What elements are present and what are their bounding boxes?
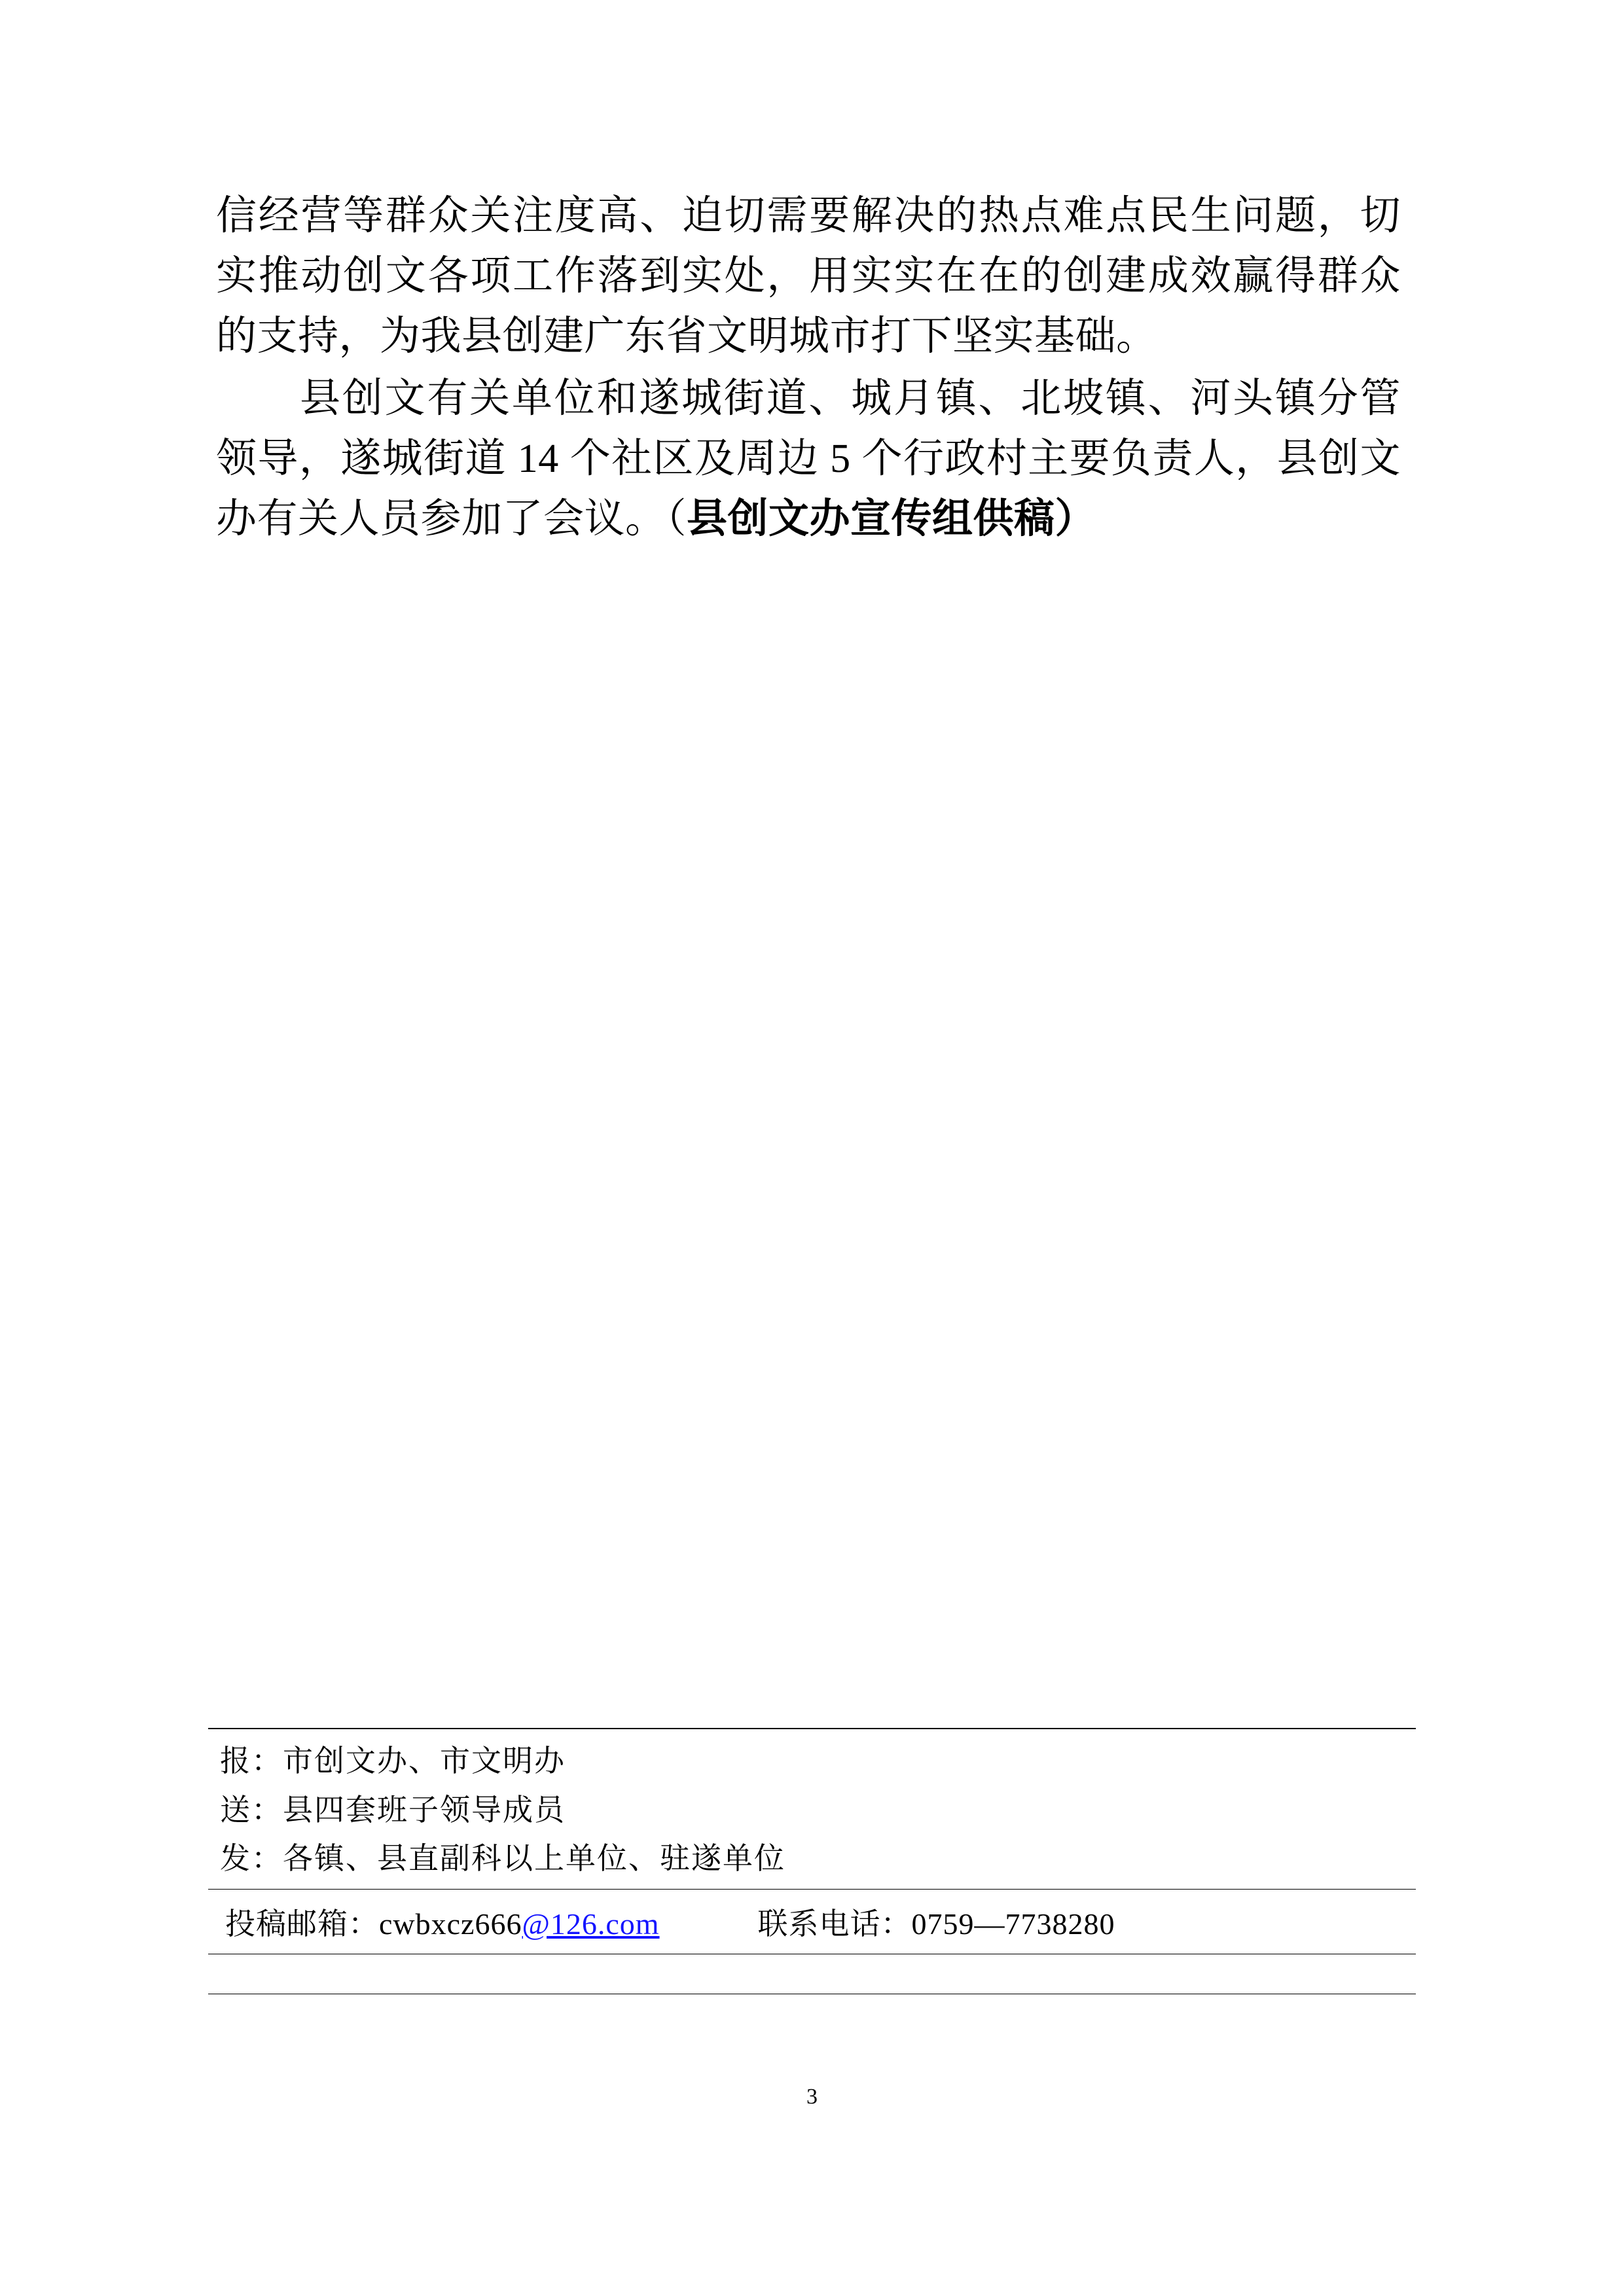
- paragraph-1: 信经营等群众关注度高、迫切需要解决的热点难点民生问题，切实推动创文各项工作落到实处，用实实在在的创建成效赢得群众的支持，为我县创建广东省文明城市打下坚实基础。: [216, 194, 1401, 359]
- paragraph-2-bold-tail: 县创文办宣传组供稿）: [687, 496, 1096, 541]
- contact-row: [208, 1890, 1416, 1954]
- submission-email-text: 投稿邮箱：cwbxcz666: [225, 1907, 522, 1941]
- contact-phone: 联系电话：0759—7738280: [757, 1907, 1115, 1941]
- document-footer: [208, 1728, 1416, 1994]
- distribution-list: [208, 1729, 1416, 1889]
- distribution-line-report: 报：市创文办、市文明办: [220, 1744, 566, 1778]
- submission-email-label: [225, 1900, 660, 1943]
- distribution-line-issue: 发：各镇、县直副科以上单位、驻遂单位: [220, 1842, 785, 1876]
- page-number: 3: [806, 2085, 818, 2109]
- footer-gap: [208, 1954, 1416, 1994]
- paragraph-2-text: 县创文有关单位和遂城街道、城月镇、北坡镇、河头镇分管领导，遂城街道 14 个社区及周边 5 个行政村主要负责人，县创文办有关人员参加了会议。（: [216, 376, 1401, 541]
- paragraph-2: [216, 369, 1401, 549]
- submission-email-link[interactable]: @126.com: [522, 1907, 660, 1941]
- distribution-line-send: 送：县四套班子领导成员: [220, 1793, 566, 1827]
- document-body: [216, 187, 1401, 552]
